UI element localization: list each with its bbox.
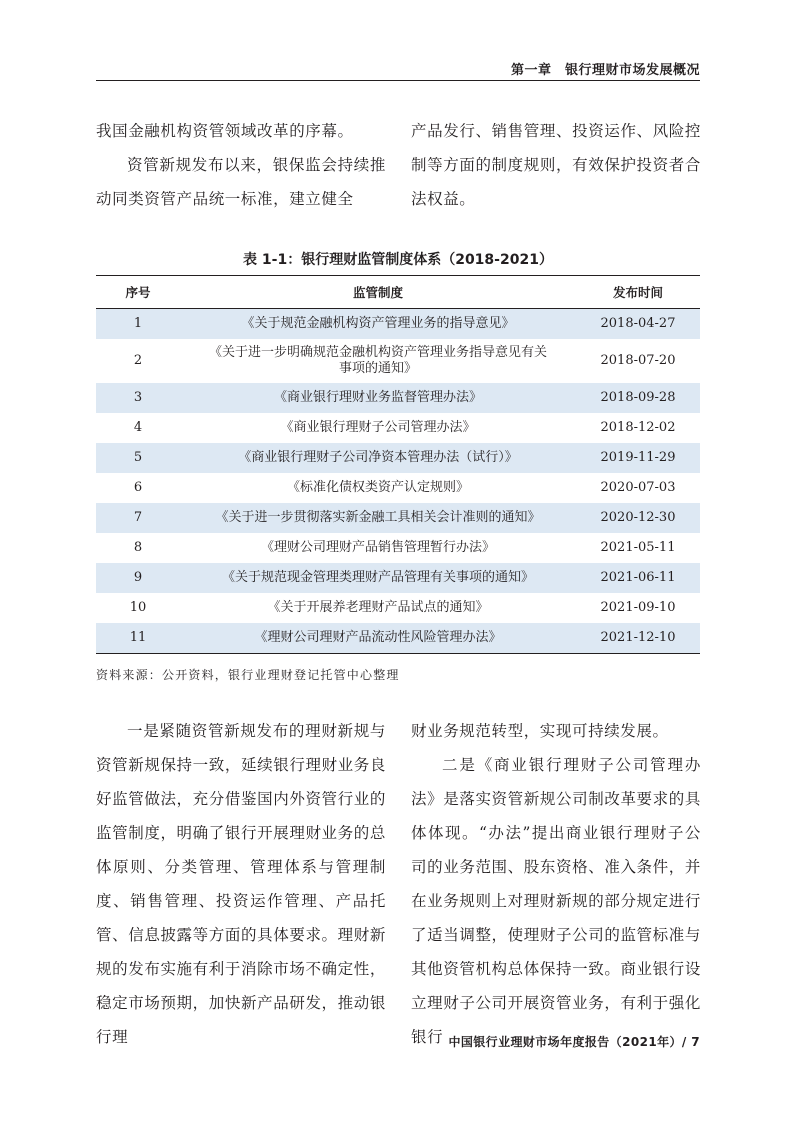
cell-date: 2018-12-02 bbox=[600, 420, 676, 435]
cell-date: 2020-12-30 bbox=[576, 503, 700, 533]
cell-regulation: 《商业银行理财业务监督管理办法》 bbox=[180, 383, 576, 413]
cell-date: 2018-09-28 bbox=[576, 383, 700, 413]
cell-number: 2 bbox=[133, 353, 143, 368]
cell-regulation: 《理财公司理财产品销售管理暂行办法》 bbox=[260, 540, 495, 555]
cell-regulation: 《关于进一步明确规范金融机构资产管理业务指导意见有关事项的通知》 bbox=[208, 345, 547, 376]
cell-regulation: 《关于开展养老理财产品试点的通知》 bbox=[267, 600, 489, 615]
cell-number: 1 bbox=[96, 309, 180, 340]
cell-date: 2021-05-11 bbox=[600, 540, 676, 555]
table-title: 表 1-1：银行理财监管制度体系（2018-2021） bbox=[243, 252, 553, 268]
table-row bbox=[96, 563, 700, 593]
table-body bbox=[96, 309, 700, 654]
bottom-left-column bbox=[96, 714, 386, 1054]
table-row bbox=[96, 309, 700, 340]
paragraph: 二是《商业银行理财子公司管理办法》是落实资管新规公司制改革要求的具体体现。“办法”提出商业银行理财子公司的业务范围、股东资格、准入条件，并在业务规则上对理财新规的部分规定进行了适当调整，使理财子公司的监管标准与其他资管机构总体保持一致。商业银行设立理财子公司开展资管业务，有利于强化银行 bbox=[411, 756, 701, 1046]
cell-date: 2021-12-10 bbox=[576, 623, 700, 654]
cell-regulation: 《关于规范现金管理类理财产品管理有关事项的通知》 bbox=[180, 563, 576, 593]
cell-date: 2018-04-27 bbox=[576, 309, 700, 340]
header-number: 序号 bbox=[96, 276, 180, 309]
cell-regulation: 《关于进一步贯彻落实新金融工具相关会计准则的通知》 bbox=[180, 503, 576, 533]
table-row bbox=[96, 533, 700, 563]
cell-number: 9 bbox=[96, 563, 180, 593]
page-footer: 中国银行业理财市场年度报告（2021年）/ 7 bbox=[448, 1035, 700, 1049]
header-regulation: 监管制度 bbox=[180, 276, 576, 309]
paragraph: 一是紧随资管新规发布的理财新规与资管新规保持一致，延续银行理财业务良好监管做法，充分借鉴国内外资管行业的监管制度，明确了银行开展理财业务的总体原则、分类管理、管理体系与管理制度、销售管理、投资运作管理、产品托管、信息披露等方面的具体要求。理财新规的发布实施有利于消除市场不确定性，稳定市场预期，加快新产品研发，推动银行理 bbox=[96, 722, 386, 1046]
cell-regulation: 《商业银行理财子公司管理办法》 bbox=[280, 420, 476, 435]
page-header bbox=[96, 0, 700, 81]
chapter-title: 第一章 银行理财市场发展概况 bbox=[510, 63, 700, 78]
cell-number: 8 bbox=[133, 540, 143, 555]
cell-date: 2020-07-03 bbox=[600, 480, 676, 495]
table-row bbox=[96, 623, 700, 654]
cell-date: 2021-09-10 bbox=[600, 600, 676, 615]
table-row bbox=[96, 443, 700, 473]
cell-date: 2018-07-20 bbox=[600, 353, 676, 368]
table-row bbox=[96, 413, 700, 443]
cell-number: 5 bbox=[96, 443, 180, 473]
cell-number: 10 bbox=[129, 600, 147, 615]
cell-regulation: 《关于规范金融机构资产管理业务的指导意见》 bbox=[180, 309, 576, 340]
bottom-right-column bbox=[411, 714, 701, 1054]
table-row bbox=[96, 503, 700, 533]
cell-number: 3 bbox=[96, 383, 180, 413]
table-source-note: 资料来源：公开资料，银行业理财登记托管中心整理 bbox=[96, 668, 400, 682]
cell-number: 6 bbox=[133, 480, 143, 495]
cell-regulation: 《标准化债权类资产认定规则》 bbox=[286, 480, 469, 495]
paragraph: 产品发行、销售管理、投资运作、风险控制等方面的制度规则，有效保护投资者合法权益。 bbox=[411, 122, 701, 208]
cell-regulation: 《理财公司理财产品流动性风险管理办法》 bbox=[180, 623, 576, 654]
regulation-table bbox=[96, 275, 700, 654]
cell-date: 2021-06-11 bbox=[576, 563, 700, 593]
cell-number: 4 bbox=[133, 420, 143, 435]
table-row bbox=[96, 383, 700, 413]
paragraph: 财业务规范转型，实现可持续发展。 bbox=[411, 722, 669, 740]
paragraph: 我国金融机构资管领域改革的序幕。 bbox=[96, 122, 354, 140]
table-row bbox=[96, 339, 700, 383]
paragraph: 资管新规发布以来，银保监会持续推动同类资管产品统一标准，建立健全 bbox=[96, 156, 386, 208]
header-date: 发布时间 bbox=[576, 276, 700, 309]
cell-number: 11 bbox=[96, 623, 180, 654]
table-row bbox=[96, 473, 700, 503]
header-divider bbox=[96, 80, 700, 81]
cell-date: 2019-11-29 bbox=[576, 443, 700, 473]
top-left-column bbox=[96, 114, 386, 216]
table-row bbox=[96, 593, 700, 623]
cell-number: 7 bbox=[96, 503, 180, 533]
top-right-column bbox=[411, 114, 701, 216]
table-header-row bbox=[96, 276, 700, 309]
cell-regulation: 《商业银行理财子公司净资本管理办法（试行）》 bbox=[180, 443, 576, 473]
